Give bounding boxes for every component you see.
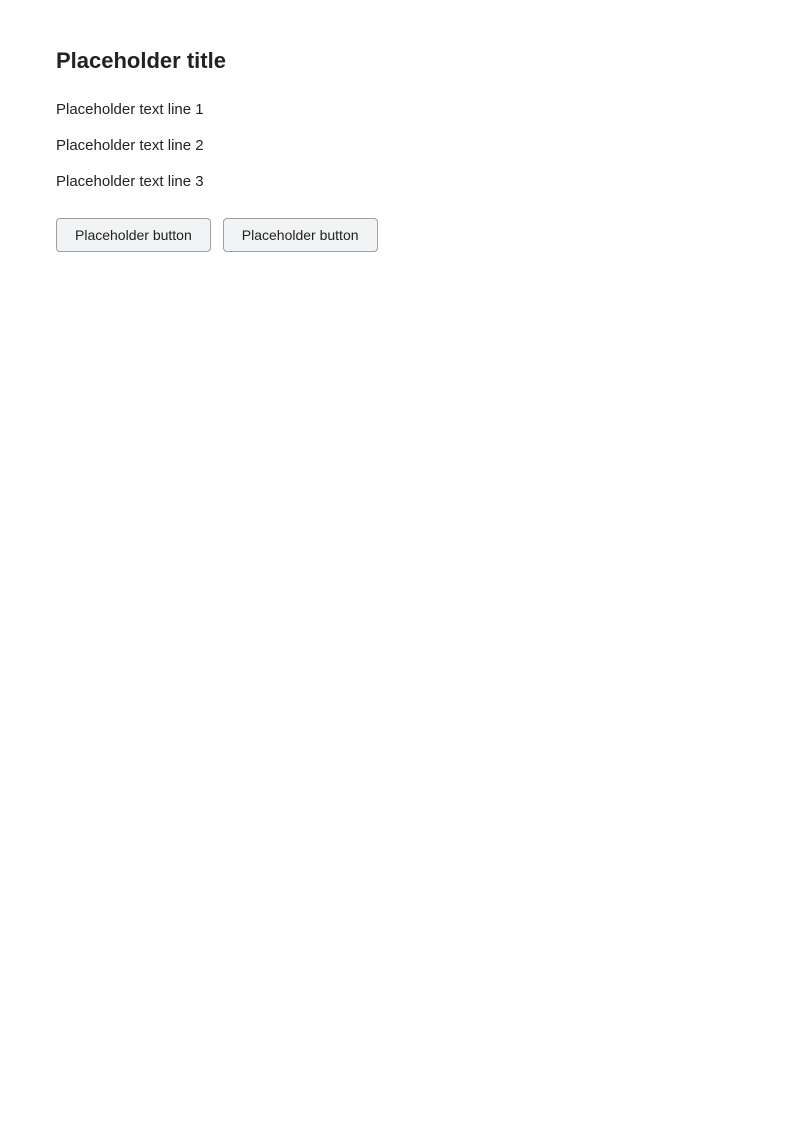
primary-button[interactable]: Placeholder button	[56, 218, 211, 252]
page-title: Placeholder title	[56, 48, 226, 73]
secondary-button[interactable]: Placeholder button	[223, 218, 378, 252]
button-row	[56, 218, 738, 252]
text-line: Placeholder text line 3	[56, 173, 204, 190]
text-line: Placeholder text line 2	[56, 137, 204, 154]
text-line: Placeholder text line 1	[56, 101, 204, 118]
